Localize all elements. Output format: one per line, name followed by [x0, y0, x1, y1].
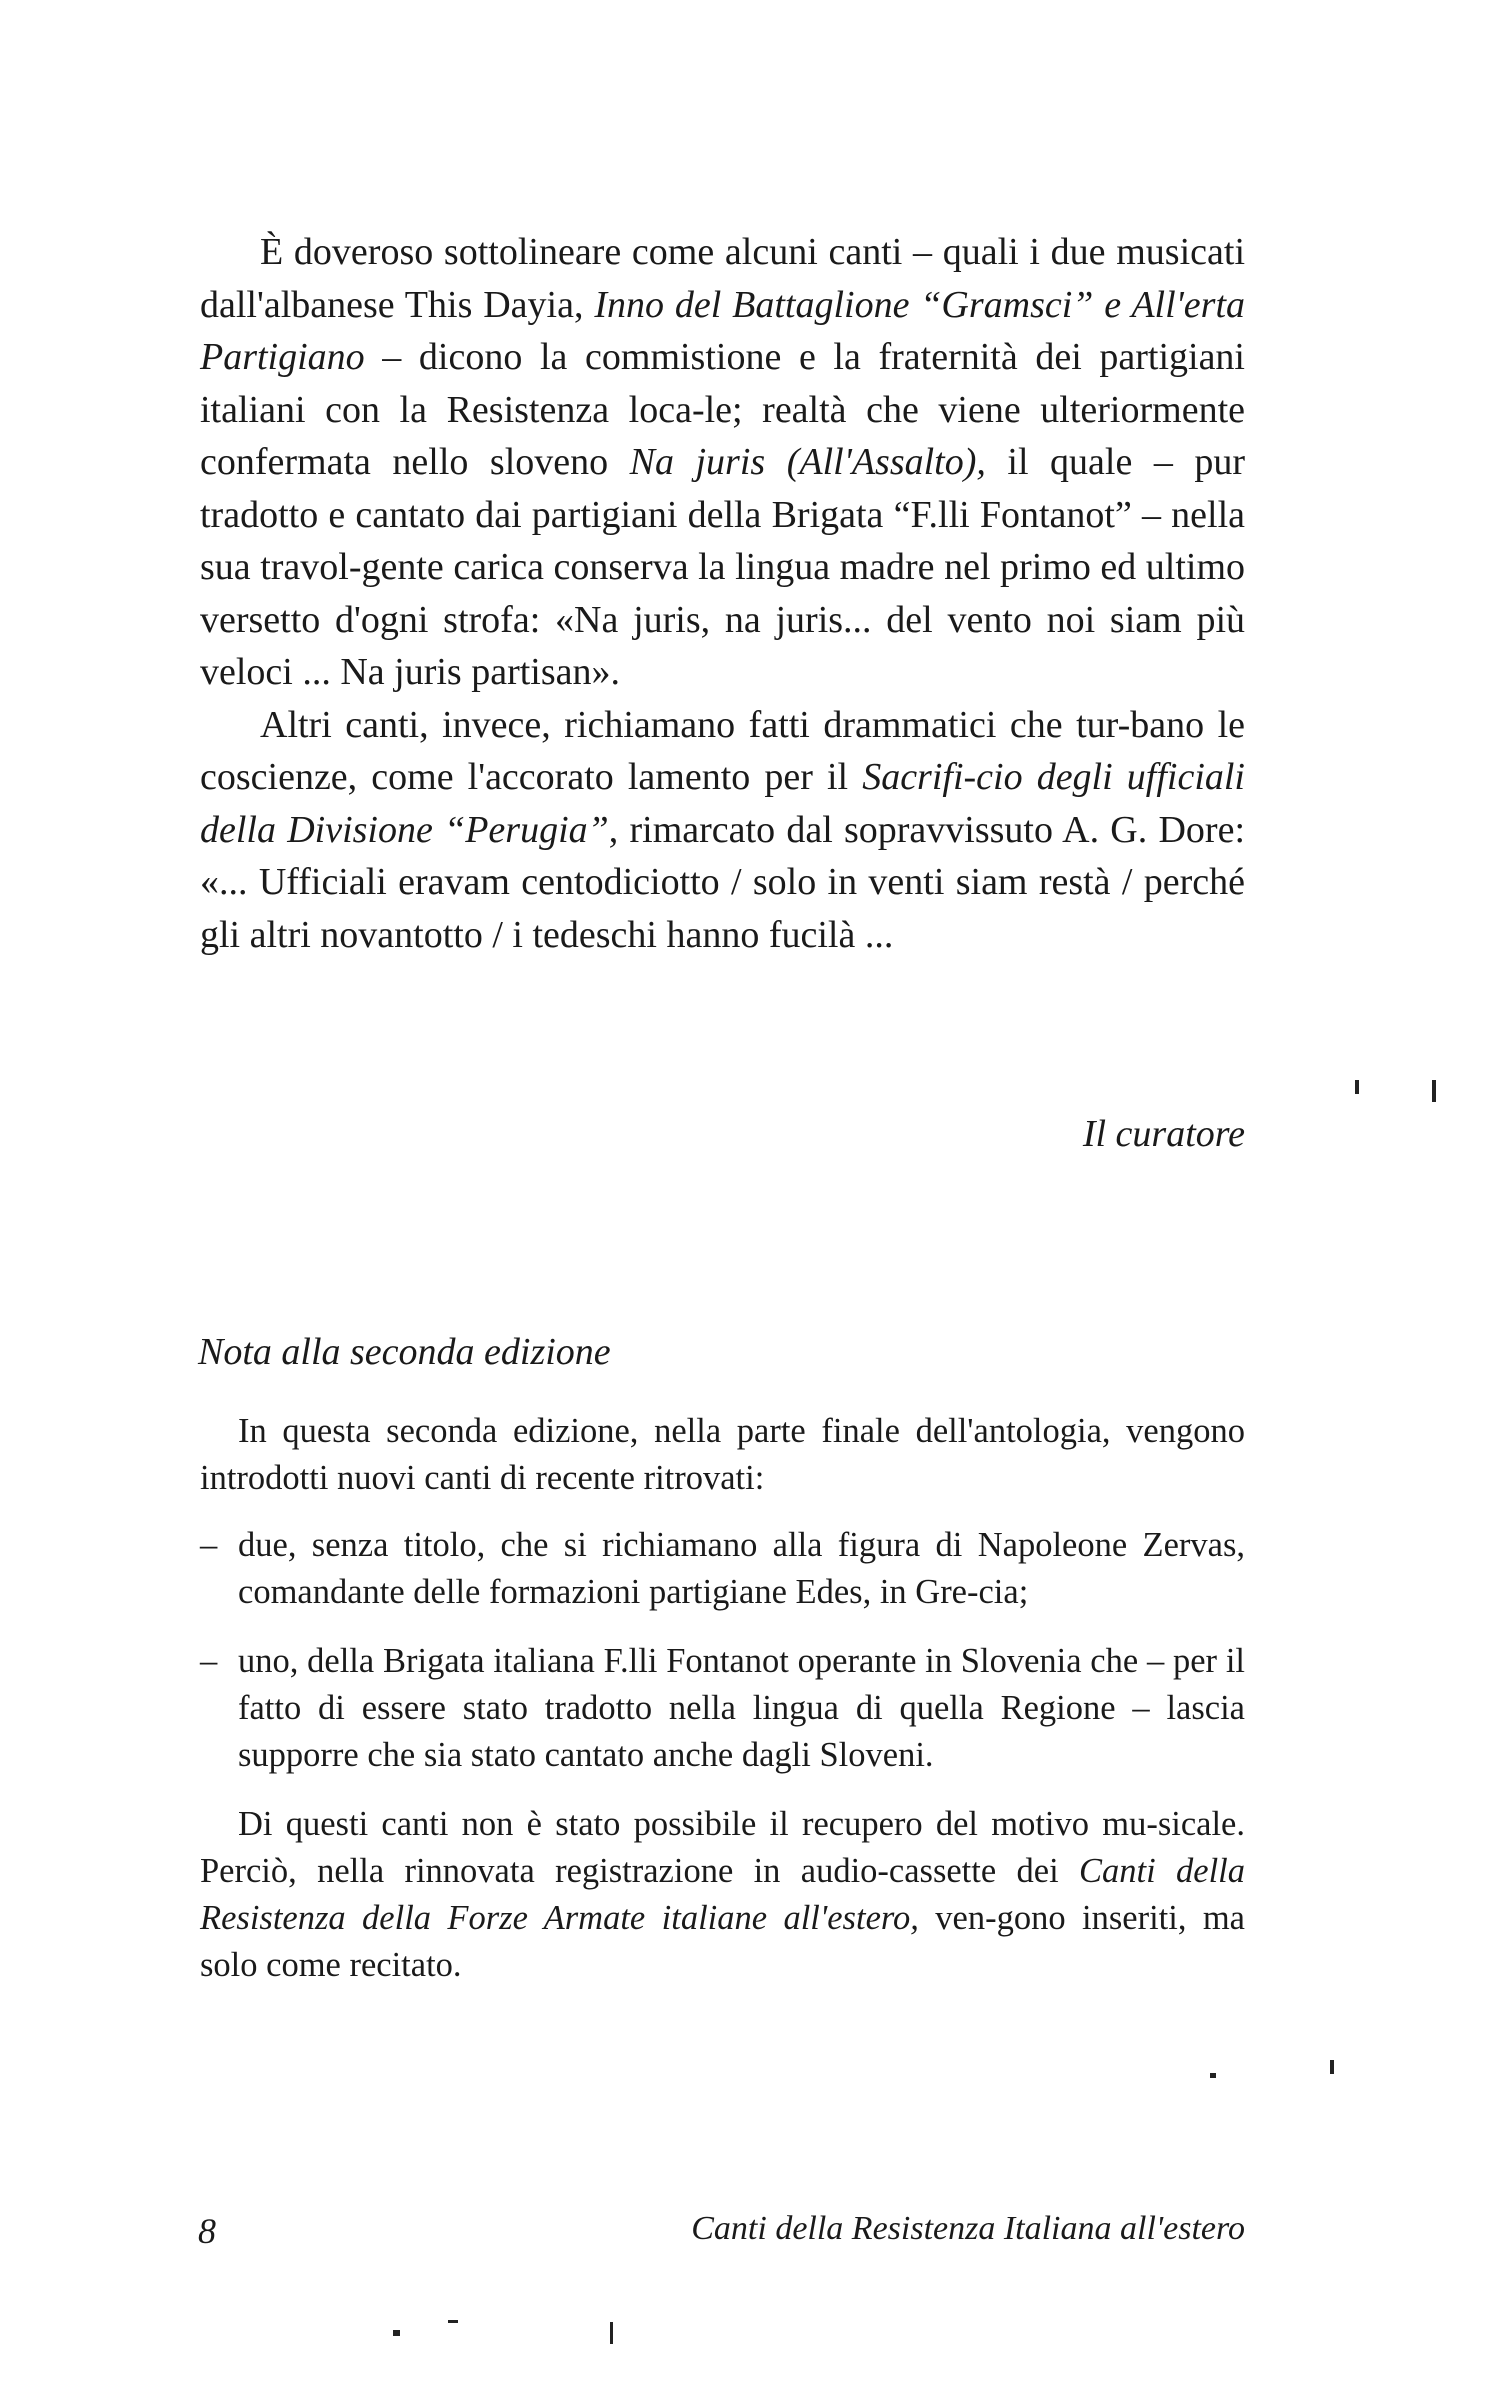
paragraph-1-text-a: È doveroso sottolineare come alcuni canti – quali i due musicati dall'albanese This Dayia, [200, 231, 1245, 326]
paragraph-1-text-b: – dicono la commistione e la fraternità dei partigiani italiani con la Resistenza loca-le; realtà che viene ulteriormente confermata nello sloveno [200, 336, 1245, 483]
list-dash: – [200, 1526, 218, 1564]
scan-speck [1355, 1080, 1359, 1094]
list-item-text: due, senza titolo, che si richiamano alla figura di Napoleone Zervas, comandante delle formazioni partigiane Edes, in Gre-cia; [238, 1526, 1245, 1611]
main-text [200, 226, 1245, 961]
scan-speck [610, 2322, 613, 2344]
scan-speck [1330, 2060, 1334, 2074]
paragraph-1 [200, 226, 1245, 699]
song-title-sacrificio: Sacrifi-cio degli ufficiali della Divisione “Perugia” [200, 756, 1245, 851]
song-title-inno-gramsci: Inno del Battaglione “Gramsci” e All'erta Partigiano [200, 283, 1245, 378]
note-intro: In questa seconda edizione, nella parte finale dell'antologia, vengono introdotti nuovi canti di recente ritrovati: [200, 1412, 1245, 1497]
list-dash: – [200, 1642, 218, 1680]
note-closing [200, 1801, 1245, 1989]
paragraph-2-text-b: , rimarcato dal sopravvissuto A. G. Dore: «... Ufficiali eravam centodiciotto / solo in venti siam restà / perché gli altri novantotto / i tedeschi hanno fucilà ... [200, 808, 1245, 956]
running-title: Canti della Resistenza Italiana all'estero [691, 2210, 1245, 2247]
list-item [200, 1638, 1245, 1779]
signature: Il curatore [1082, 1113, 1245, 1155]
song-title-na-juris: Na juris (All'Assalto), [629, 441, 986, 483]
paragraph-1-text-c: il quale – pur tradotto e cantato dai partigiani della Brigata “F.lli Fontanot” – nella sua travol-gente carica conserva la lingua madre nel primo ed ultimo versetto d'ogni strofa: «Na juris, na juris... del vento noi siam più veloci ... Na juris partisan». [200, 441, 1245, 693]
scan-speck [393, 2330, 400, 2336]
recording-title: Canti della Resistenza della Forze Armate italiane all'estero, [200, 1852, 1245, 1937]
note-list [200, 1522, 1245, 1779]
scan-speck [448, 2320, 458, 2323]
scan-speck [1432, 1080, 1436, 1102]
section-heading: Nota alla seconda edizione [198, 1331, 611, 1373]
paragraph-2 [200, 699, 1245, 962]
paragraph-2-text-a: Altri canti, invece, richiamano fatti drammatici che tur-bano le coscienze, come l'accorato lamento per il [200, 703, 1245, 798]
scan-speck [1210, 2073, 1216, 2078]
note-closing-text-a: Di questi canti non è stato possibile il recupero del motivo mu-sicale. Perciò, nella rinnovata registrazione in audio-cassette dei [200, 1805, 1245, 1890]
list-item-text: uno, della Brigata italiana F.lli Fontanot operante in Slovenia che – per il fatto di essere stato tradotto nella lingua di quella Regione – lascia supporre che sia stato cantato anche dagli Sloveni. [238, 1642, 1245, 1774]
note-text [200, 1408, 1245, 1989]
note-closing-text-b: ven-gono inseriti, ma solo come recitato. [200, 1899, 1245, 1984]
list-item [200, 1522, 1245, 1616]
page-number: 8 [198, 2211, 216, 2251]
